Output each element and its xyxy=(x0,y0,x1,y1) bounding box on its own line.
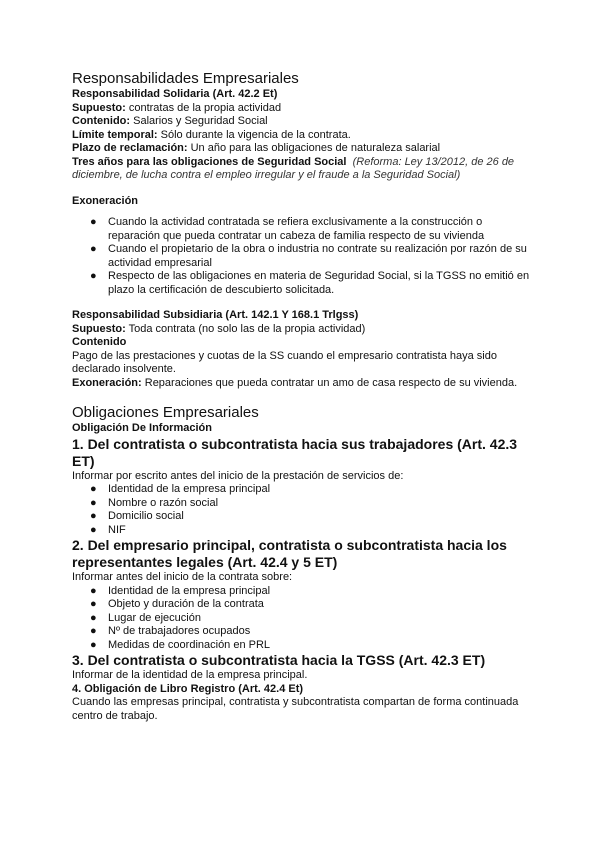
s4-text: Cuando las empresas principal, contratista y subcontratista compartan de forma continuada centro de trabajo. xyxy=(72,696,519,722)
bullet-icon: ● xyxy=(90,584,97,597)
list-item: ● Identidad de la empresa principal xyxy=(90,483,271,495)
s1-text: Informar por escrito antes del inicio de la prestación de servicios de: xyxy=(72,469,404,482)
supuesto-text: contratas de la propia actividad xyxy=(128,101,282,114)
section-title-responsabilidades: Responsabilidades Empresariales xyxy=(72,70,299,87)
sub-supuesto-label: Supuesto: xyxy=(72,322,126,335)
list-item: ● Objeto y duración de la contrata xyxy=(90,598,264,610)
contenido-line xyxy=(72,115,532,129)
bullet-icon: ● xyxy=(90,510,97,522)
list-item: ● Respecto de las obligaciones en materia de Seguridad Social, si la TGSS no emitió en plazo la certificación de descubierto solicitada. xyxy=(90,270,530,296)
list-item: ● Cuando el propietario de la obra o industria no contrate su realización por razón de su actividad empresarial xyxy=(90,243,527,269)
list-item: ● Nombre o razón social xyxy=(90,496,219,509)
tres-line xyxy=(72,156,532,183)
sub-exon-line xyxy=(72,377,532,391)
s1-list xyxy=(72,483,532,537)
limite-line xyxy=(72,129,532,143)
supuesto-label: Supuesto: xyxy=(72,101,126,114)
s3-title: 3. Del contratista o subcontratista hacia la TGSS (Art. 42.3 ET) xyxy=(72,652,486,668)
bullet-icon: ● xyxy=(90,611,97,624)
plazo-line xyxy=(72,142,532,156)
bullet-icon: ● xyxy=(90,243,97,255)
solidaria-title: Responsabilidad Solidaria (Art. 42.2 Et) xyxy=(72,88,278,100)
sub-contenido-label: Contenido xyxy=(72,336,127,348)
sub-contenido-text: Pago de las prestaciones y cuotas de la SS cuando el empresario contratista haya sido declarado insolvente. xyxy=(72,349,497,375)
bullet-icon: ● xyxy=(90,270,97,282)
s1-title: 1. Del contratista o subcontratista hacia sus trabajadores (Art. 42.3 ET) xyxy=(72,435,518,469)
document-page xyxy=(72,70,532,723)
subsidiaria-title: Responsabilidad Subsidiaria (Art. 142.1 Y 168.1 Trlgss) xyxy=(72,309,359,321)
info-title: Obligación De Información xyxy=(72,422,212,434)
contenido-label: Contenido: xyxy=(72,115,131,127)
bullet-icon: ● xyxy=(90,496,97,509)
plazo-text: Un año para las obligaciones de naturaleza salarial xyxy=(190,142,441,154)
bullet-icon: ● xyxy=(90,523,97,536)
bullet-icon: ● xyxy=(90,638,97,651)
list-item: ● Identidad de la empresa principal xyxy=(90,584,271,597)
exoneracion-title: Exoneración xyxy=(72,194,139,207)
limite-label: Límite temporal: xyxy=(72,128,158,141)
bullet-icon: ● xyxy=(90,483,97,495)
tres-note: (Reforma: Ley 13/2012, de 26 de diciembre, de lucha contra el empleo irregular y el fraude a la Seguridad Social) xyxy=(72,155,515,181)
s2-text: Informar antes del inicio de la contrata sobre: xyxy=(72,571,293,583)
sub-supuesto-text: Toda contrata (no solo las de la propia actividad) xyxy=(128,322,366,335)
s2-title: 2. Del empresario principal, contratista o subcontratista hacia los representantes legales (Art. 42.4 y 5 ET) xyxy=(72,537,507,570)
bullet-icon: ● xyxy=(90,598,97,610)
s2-list xyxy=(72,585,532,653)
tres-label: Tres años para las obligaciones de Seguridad Social xyxy=(72,155,347,168)
plazo-label: Plazo de reclamación: xyxy=(72,142,188,154)
list-item: ● Cuando la actividad contratada se refiera exclusivamente a la construcción o reparación que pueda contratar un cabeza de familia respecto de su vivienda xyxy=(90,216,485,242)
s4-title: 4. Obligación de Libro Registro (Art. 42.4 Et) xyxy=(72,682,304,695)
sub-exon-label: Exoneración: xyxy=(72,376,142,389)
list-item: ● Medidas de coordinación en PRL xyxy=(90,638,271,651)
section-title-obligaciones: Obligaciones Empresariales xyxy=(72,404,259,421)
sub-supuesto-line xyxy=(72,323,532,337)
exoneracion-list xyxy=(72,216,532,297)
supuesto-line xyxy=(72,102,532,116)
bullet-icon: ● xyxy=(90,216,97,228)
contenido-text: Salarios y Seguridad Social xyxy=(133,115,268,127)
limite-text: Sólo durante la vigencia de la contrata. xyxy=(160,128,351,141)
sub-exon-text: Reparaciones que pueda contratar un amo de casa respecto de su vivienda. xyxy=(144,376,518,389)
list-item: ● NIF xyxy=(90,523,126,536)
s3-text: Informar de la identidad de la empresa principal. xyxy=(72,669,308,681)
bullet-icon: ● xyxy=(90,625,97,637)
list-item: ● Lugar de ejecución xyxy=(90,611,201,624)
list-item: ● Nº de trabajadores ocupados xyxy=(90,625,251,637)
list-item: ● Domicilio social xyxy=(90,510,184,522)
